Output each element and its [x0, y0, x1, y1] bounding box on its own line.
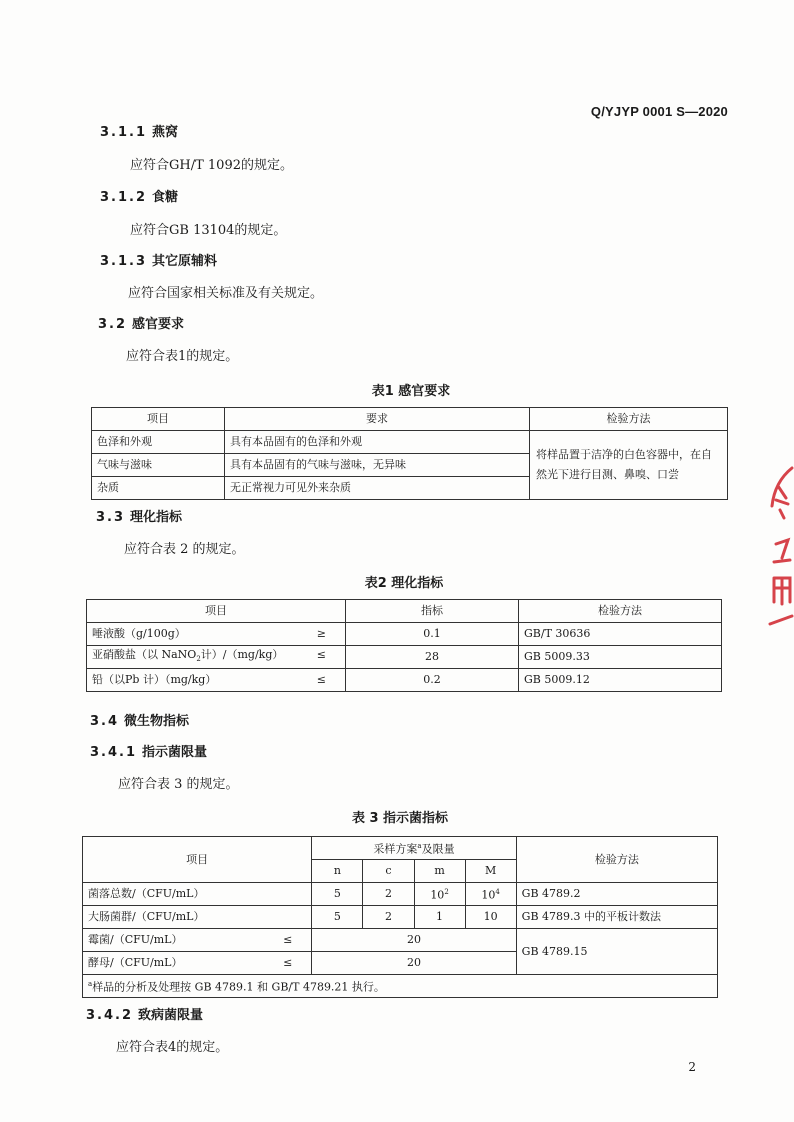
- section-title: 感官要求: [132, 317, 185, 332]
- section-number: 3.1.3: [100, 254, 148, 269]
- document-number: Q/YJYP 0001 S—2020: [590, 104, 728, 119]
- table3-cell-limit: 20: [312, 952, 516, 975]
- table3-subheader-c: c: [363, 860, 414, 883]
- table3-header-plan: 采样方案$^a$及限量: [312, 837, 516, 860]
- table1-cell-requirement: 具有本品固有的气味与滋味，无异味: [225, 454, 530, 477]
- heading-3-3: [96, 506, 182, 525]
- heading-3-4-1: [90, 741, 207, 760]
- lte-symbol: ≤: [283, 956, 293, 969]
- section-title: 致病菌限量: [138, 1008, 204, 1023]
- table3-cell-limit: 20: [312, 929, 516, 952]
- seal-stamp-fragment: [768, 466, 794, 636]
- table-row: [83, 929, 718, 952]
- paragraph-3-1-3: 应符合国家相关标准及有关规定。: [128, 286, 324, 301]
- section-title: 微生物指标: [124, 714, 190, 729]
- section-number: 3.4.1: [90, 745, 138, 760]
- section-title: 理化指标: [130, 510, 183, 525]
- table2-header-method: 检验方法: [519, 600, 722, 623]
- section-number: 3.1.2: [100, 190, 148, 205]
- section-title: 食糖: [152, 190, 179, 205]
- heading-3-1-2: [100, 186, 178, 205]
- table3-cell-item: 酵母/（CFU/mL）: [88, 956, 183, 969]
- lte-symbol: ≤: [283, 933, 293, 946]
- table1-cell-requirement: 具有本品固有的色泽和外观: [225, 431, 530, 454]
- table3-cell-item: 大肠菌群/（CFU/mL）: [83, 906, 312, 929]
- table-row: [83, 883, 718, 906]
- heading-3-4-2: [86, 1004, 203, 1023]
- table2-cell-item: 亚硝酸盐（以 NaNO$_2$计）/（mg/kg）: [92, 648, 284, 664]
- table3-subheader-n: n: [312, 860, 363, 883]
- page-number: 2: [688, 1060, 696, 1074]
- section-title: 指示菌限量: [142, 745, 208, 760]
- table-row: [92, 431, 728, 454]
- heading-3-1-1: [100, 121, 178, 140]
- heading-3-2: [98, 313, 184, 332]
- table3-cell-method: GB 4789.15: [516, 929, 717, 975]
- lte-symbol: ≤: [316, 648, 326, 661]
- table3-cell-n: 5: [312, 883, 363, 906]
- heading-3-1-3: [100, 250, 217, 269]
- table2-cell-method: GB 5009.12: [519, 669, 722, 692]
- table3-cell-method: GB 4789.2: [516, 883, 717, 906]
- table-row: [87, 669, 722, 692]
- table3-cell-M: $10^4$: [465, 883, 516, 906]
- table1: [91, 407, 728, 500]
- section-number: 3.3: [96, 510, 126, 525]
- paragraph-3-4-2: 应符合表4的规定。: [116, 1040, 229, 1055]
- table1-cell-item: 杂质: [92, 477, 225, 500]
- table2-cell-method: GB/T 30636: [519, 623, 722, 646]
- table3-footnote: $^a$样品的分析及处理按 GB 4789.1 和 GB/T 4789.21 执行。: [83, 975, 718, 998]
- section-title: 其它原辅料: [152, 254, 218, 269]
- table2-cell-value: 0.1: [346, 623, 519, 646]
- table3-header-item: 项目: [83, 837, 312, 883]
- table3-subheader-M: M: [465, 860, 516, 883]
- table2: [86, 599, 722, 692]
- table2-caption: 表2 理化指标: [364, 576, 444, 591]
- table-row: [87, 646, 722, 669]
- heading-3-4: [90, 710, 189, 729]
- table1-header-requirement: 要求: [225, 408, 530, 431]
- table2-cell-value: 0.2: [346, 669, 519, 692]
- paragraph-3-1-2: 应符合GB 13104的规定。: [130, 223, 287, 238]
- table2-header-value: 指标: [346, 600, 519, 623]
- table3-cell-m: 1: [414, 906, 465, 929]
- table-row: [87, 623, 722, 646]
- table2-cell-method: GB 5009.33: [519, 646, 722, 669]
- table3-cell-n: 5: [312, 906, 363, 929]
- table1-header-method: 检验方法: [530, 408, 728, 431]
- table1-cell-item: 气味与滋味: [92, 454, 225, 477]
- section-number: 3.1.1: [100, 125, 148, 140]
- table2-header-item: 项目: [87, 600, 346, 623]
- gte-symbol: ≥: [316, 627, 326, 640]
- table3-cell-item: 菌落总数/（CFU/mL）: [83, 883, 312, 906]
- paragraph-3-2: 应符合表1的规定。: [126, 349, 239, 364]
- table2-cell-value: 28: [346, 646, 519, 669]
- table1-caption: 表1 感官要求: [371, 384, 451, 399]
- table3-cell-method: GB 4789.3 中的平板计数法: [516, 906, 717, 929]
- section-number: 3.4: [90, 714, 120, 729]
- table3-cell-item: 霉菌/（CFU/mL）: [88, 933, 183, 946]
- table2-cell-item: 唾液酸（g/100g）: [92, 627, 186, 640]
- table3-caption: 表 3 指示菌指标: [351, 811, 449, 826]
- table3-cell-c: 2: [363, 883, 414, 906]
- table1-cell-method: 将样品置于洁净的白色容器中，在自然光下进行目测、鼻嗅、口尝: [530, 431, 728, 500]
- paragraph-3-1-1: 应符合GH/T 1092的规定。: [130, 158, 293, 173]
- section-number: 3.4.2: [86, 1008, 134, 1023]
- paragraph-3-4-1: 应符合表 3 的规定。: [118, 777, 239, 792]
- table3-cell-M: 10: [465, 906, 516, 929]
- table3-header-method: 检验方法: [516, 837, 717, 883]
- lte-symbol: ≤: [316, 673, 326, 687]
- section-number: 3.2: [98, 317, 128, 332]
- section-title: 燕窝: [152, 125, 179, 140]
- table3-cell-c: 2: [363, 906, 414, 929]
- paragraph-3-3: 应符合表 2 的规定。: [124, 542, 245, 557]
- table1-cell-requirement: 无正常视力可见外来杂质: [225, 477, 530, 500]
- table3: [82, 836, 718, 998]
- table3-subheader-m: m: [414, 860, 465, 883]
- table1-header-item: 项目: [92, 408, 225, 431]
- table2-cell-item: 铅（以Pb 计）（mg/kg）: [92, 673, 217, 687]
- table-row: [83, 906, 718, 929]
- table3-cell-m: $10^2$: [414, 883, 465, 906]
- table1-cell-item: 色泽和外观: [92, 431, 225, 454]
